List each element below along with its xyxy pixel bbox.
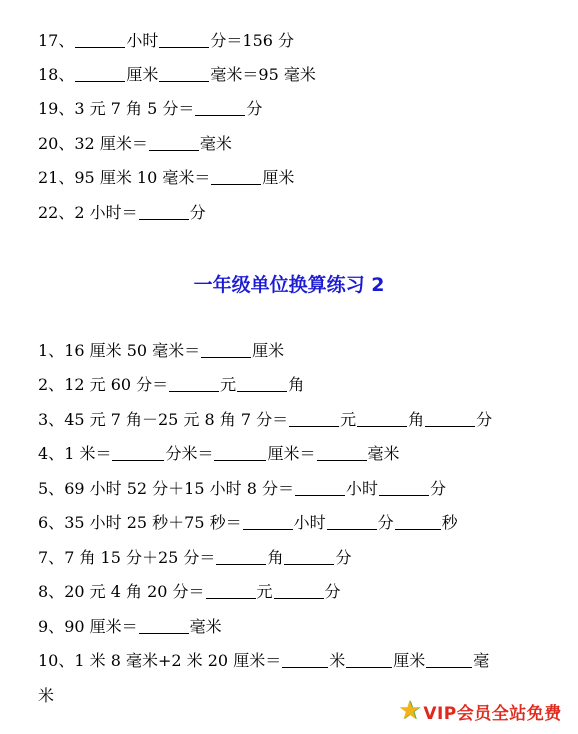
problem-number: 5、	[38, 479, 65, 498]
answer-blank[interactable]	[201, 341, 251, 358]
section-title: 一年级单位换算练习 2	[193, 274, 385, 296]
answer-blank[interactable]	[75, 65, 125, 82]
answer-blank[interactable]	[346, 651, 392, 668]
problem-22: 22、2 小时＝ 分	[38, 203, 206, 222]
problem-19: 19、3 元 7 角 5 分＝ 分	[38, 99, 263, 118]
answer-blank[interactable]	[75, 31, 125, 48]
problem-17: 17、 小时 分＝156 分	[38, 31, 295, 50]
answer-blank[interactable]	[216, 548, 266, 565]
answer-blank[interactable]	[284, 548, 334, 565]
answer-blank[interactable]	[357, 410, 407, 427]
answer-blank[interactable]	[243, 513, 293, 530]
answer-blank[interactable]	[159, 65, 209, 82]
answer-blank[interactable]	[295, 479, 345, 496]
answer-blank[interactable]	[139, 203, 189, 220]
problem-2: 2、12 元 60 分＝ 元 角	[38, 375, 305, 394]
problem-21: 21、95 厘米 10 毫米＝ 厘米	[38, 168, 295, 187]
problem-number: 17、	[38, 31, 75, 50]
answer-blank[interactable]	[195, 99, 245, 116]
answer-blank[interactable]	[426, 651, 472, 668]
problem-number: 1、	[38, 341, 65, 360]
answer-blank[interactable]	[327, 513, 377, 530]
answer-blank[interactable]	[379, 479, 429, 496]
problem-number: 6、	[38, 513, 65, 532]
answer-blank[interactable]	[317, 444, 367, 461]
problem-20: 20、32 厘米＝ 毫米	[38, 134, 232, 153]
answer-blank[interactable]	[139, 617, 189, 634]
problem-number: 7、	[38, 548, 65, 567]
answer-blank[interactable]	[289, 410, 339, 427]
vip-watermark	[398, 698, 562, 724]
answer-blank[interactable]	[112, 444, 164, 461]
problem-9: 9、90 厘米＝ 毫米	[38, 617, 222, 636]
answer-blank[interactable]	[282, 651, 328, 668]
problem-5: 5、69 小时 52 分＋15 小时 8 分＝ 小时 分	[38, 479, 446, 498]
problem-number: 19、	[38, 99, 75, 118]
answer-blank[interactable]	[237, 375, 287, 392]
problem-18: 18、 厘米 毫米＝95 毫米	[38, 65, 316, 84]
problem-10: 10、1 米 8 毫米+2 米 20 厘米＝ 米 厘米 毫	[38, 651, 490, 670]
problem-4: 4、1 米＝ 分米＝ 厘米＝ 毫米	[38, 444, 400, 463]
answer-blank[interactable]	[395, 513, 441, 530]
answer-blank[interactable]	[274, 582, 324, 599]
problem-number: 20、	[38, 134, 75, 153]
problem-number: 8、	[38, 582, 65, 601]
problem-number: 2、	[38, 375, 65, 394]
problem-8: 8、20 元 4 角 20 分＝ 元 分	[38, 582, 341, 601]
problem-6: 6、35 小时 25 秒＋75 秒＝ 小时 分 秒	[38, 513, 458, 532]
answer-blank[interactable]	[206, 582, 256, 599]
problem-number: 9、	[38, 617, 65, 636]
answer-blank[interactable]	[211, 168, 261, 185]
problem-10-wrap: 米	[38, 686, 55, 705]
problem-number: 18、	[38, 65, 75, 84]
answer-blank[interactable]	[159, 31, 209, 48]
watermark-text: VIP会员全站免费	[423, 703, 562, 724]
problem-number: 22、	[38, 203, 75, 222]
problem-number: 3、	[38, 410, 65, 429]
answer-blank[interactable]	[149, 134, 199, 151]
problem-number: 4、	[38, 444, 65, 463]
star-logo-icon: ★	[398, 696, 422, 726]
answer-blank[interactable]	[214, 444, 266, 461]
problem-number: 10、	[38, 651, 75, 670]
answer-blank[interactable]	[425, 410, 475, 427]
problem-number: 21、	[38, 168, 75, 187]
problem-1: 1、16 厘米 50 毫米＝ 厘米	[38, 341, 285, 360]
answer-blank[interactable]	[169, 375, 219, 392]
problem-3: 3、45 元 7 角－25 元 8 角 7 分＝ 元 角 分	[38, 410, 493, 429]
problem-7: 7、7 角 15 分＋25 分＝ 角 分	[38, 548, 352, 567]
